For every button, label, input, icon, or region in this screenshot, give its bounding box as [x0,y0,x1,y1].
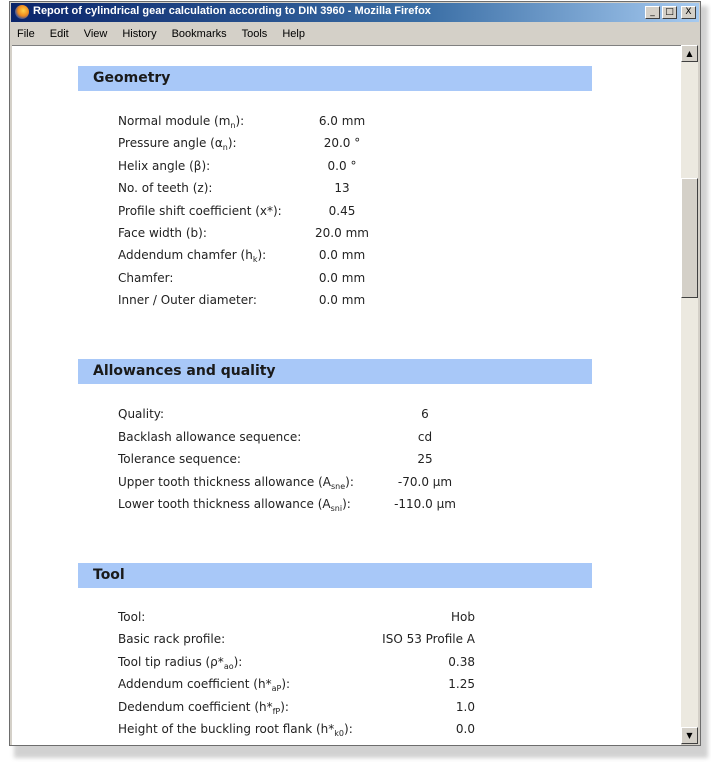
row-label: Inner / Outer diameter: [118,293,257,308]
row-label: Pressure angle $(\alpha_n)$: [118,136,237,153]
row-value: 1.0 [455,699,475,714]
row-label: Normal module $(m_n)$: [118,114,245,130]
menu-file[interactable]: File [17,27,35,40]
minimize-button[interactable]: _ [645,6,660,19]
title-bar[interactable] [11,3,699,22]
close-button[interactable]: X [681,6,696,19]
row-label: Dedendum coefficient $(h*_{fP})$: [118,699,289,716]
row-label: Upper tooth thickness allowance $(A_{sne})$: [118,474,354,491]
maximize-button[interactable]: □ [662,6,677,19]
row-label: Helix angle (β): [118,158,211,173]
page-content [12,45,681,745]
row-value: 0.45 [328,203,356,218]
row-label: Height of the buckling root flank $(h*_{k0})$: [118,722,353,738]
row-label: Addendum coefficient $(h*_{aP})$: [118,677,291,694]
row-label: Addendum chamfer $(h_k)$: [118,248,267,265]
row-value: 0.0 mm [318,248,366,263]
row-label: Backlash allowance sequence: [118,429,302,444]
vertical-scrollbar[interactable] [681,45,698,744]
row-label: Face width (b): [118,226,207,240]
section-header-geometry: Geometry [78,66,592,91]
section-header-tool: Tool [78,563,592,588]
row-value: 0.0 mm [318,293,366,308]
row-value: 13 [334,181,350,196]
row-value: 25 [417,452,433,466]
section-header-allowances: Allowances and quality [78,359,592,384]
firefox-icon [15,5,29,19]
row-value: 0.0 mm [318,270,366,285]
row-label: Tool: [118,610,146,624]
menu-view[interactable]: View [83,27,108,40]
window-title: Report of cylindrical gear calculation according to DIN 3960 - Mozilla Firefox [33,5,431,17]
row-value: -110.0 µm [394,497,456,511]
row-label: Tool tip radius $(\rho*_{ao})$: [118,654,243,671]
scroll-thumb[interactable] [681,178,698,298]
row-label: No. of teeth (z): [118,181,213,196]
row-value: 0.38 [448,654,475,669]
menu-edit[interactable]: Edit [49,27,69,40]
browser-window [9,1,701,746]
row-value: 20.0 mm [315,226,369,240]
menu-help[interactable]: Help [282,27,305,40]
row-label: Chamfer: [118,270,174,285]
row-value: 0.0 [455,722,475,736]
row-value: 6.0 mm [318,114,366,128]
menu-bookmarks[interactable]: Bookmarks [171,27,227,40]
scroll-down-button[interactable]: ▼ [681,727,698,744]
row-value: Hob [451,610,475,624]
row-value: 6 [421,407,429,421]
row-value: -70.0 µm [397,474,453,489]
row-label: Tolerance sequence: [118,452,241,466]
row-value: 0.0 ° [327,158,357,173]
scroll-up-button[interactable]: ▲ [681,45,698,62]
row-label: Lower tooth thickness allowance $(A_{sni})$: [118,497,351,513]
menu-bar [11,23,699,44]
menu-tools[interactable]: Tools [241,27,268,40]
row-value: ISO 53 Profile A [382,632,475,647]
row-value: 20.0 ° [323,136,361,151]
row-value: 1.25 [448,677,475,692]
row-value: cd [417,429,433,444]
row-label: Profile shift coefficient (x*): [118,203,282,218]
row-label: Quality: [118,407,165,421]
menu-history[interactable]: History [122,27,157,40]
row-label: Basic rack profile: [118,632,226,647]
